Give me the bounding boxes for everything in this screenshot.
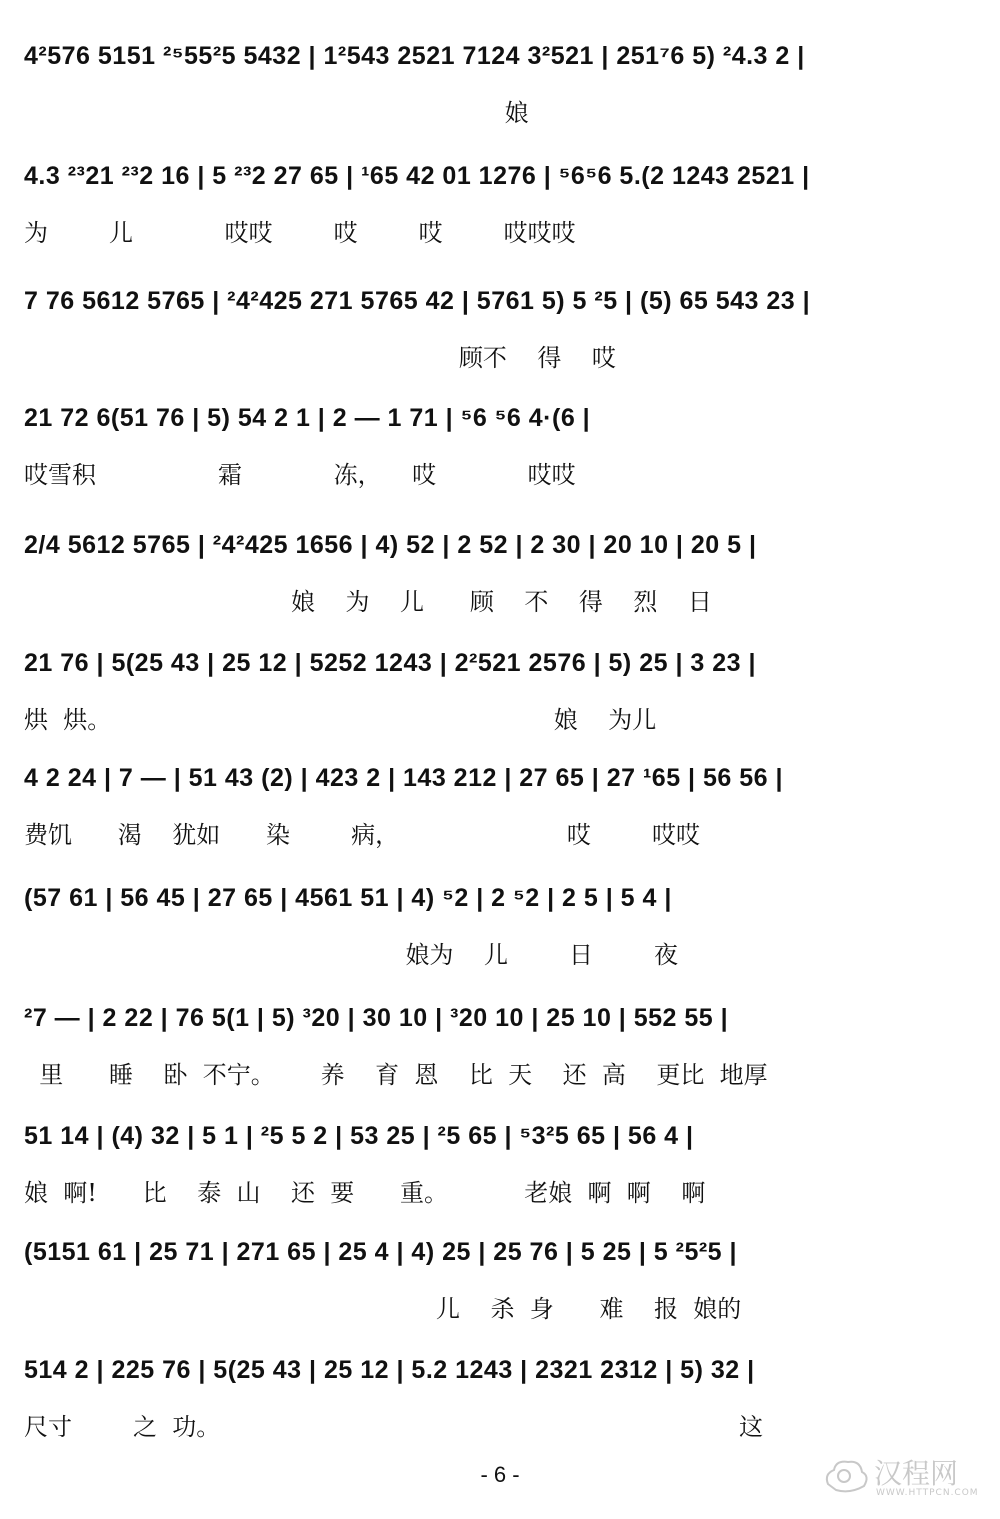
cloud-logo-icon (820, 1454, 870, 1500)
lyric-line: 娘 啊! 比 泰 山 还 要 重。 老娘 啊 啊 啊 (24, 1179, 706, 1207)
score-system-11 (0, 1234, 1000, 1349)
lyric-line: 费饥 渴 犹如 染 病， 哎 哎哎 (24, 821, 700, 849)
lyric-line: 娘 为 儿 顾 不 得 烈 日 (24, 588, 712, 616)
notation-line: ²7 — | 2 22 | 76 5(1 | 5) ³20 | 30 10 | ³20 10 | 25 10 | 552 55 | (24, 1004, 729, 1032)
lyric-line: 烘 烘。 娘 为儿 (24, 706, 657, 734)
lyric-line: 里 睡 卧 不宁。 养 育 恩 比 天 还 高 更比 地厚 (24, 1061, 768, 1089)
lyric-line: 为 儿 哎哎 哎 哎 哎哎哎 (24, 219, 576, 247)
score-system-1 (0, 38, 1000, 153)
lyric-line: 儿 杀 身 难 报 娘的 (24, 1295, 742, 1323)
notation-line: (5151 61 | 25 71 | 271 65 | 25 4 | 4) 25 | 25 76 | 5 25 | 5 ²5²5 | (24, 1238, 738, 1266)
notation-line: 21 76 | 5(25 43 | 25 12 | 5252 1243 | 2²521 2576 | 5) 25 | 3 23 | (24, 649, 756, 677)
watermark-subtext: WWW.HTTPCN.COM (876, 1488, 979, 1498)
notation-line: (57 61 | 56 45 | 27 65 | 4561 51 | 4) ⁵2 | 2 ⁵2 | 2 5 | 5 4 | (24, 884, 672, 912)
watermark-text: 汉程网 (874, 1457, 959, 1490)
score-system-10 (0, 1118, 1000, 1233)
lyric-line: 哎雪积 霜 冻， 哎 哎哎 (24, 461, 576, 489)
watermark (810, 1448, 990, 1508)
score-system-8 (0, 880, 1000, 995)
lyric-line: 娘为 儿 日 夜 (24, 941, 679, 969)
notation-line: 4.3 ²³21 ²³2 16 | 5 ²³2 27 65 | ¹65 42 01 1276 | ⁵6⁵6 5.(2 1243 2521 | (24, 162, 810, 190)
notation-line: 4 2 24 | 7 — | 51 43 (2) | 423 2 | 143 212 | 27 65 | 27 ¹65 | 56 56 | (24, 764, 783, 792)
lyric-line: 顾不 得 哎 (24, 344, 616, 372)
score-system-2 (0, 158, 1000, 273)
lyric-line: 尺寸 之 功。 这 (24, 1413, 764, 1441)
notation-line: 51 14 | (4) 32 | 5 1 | ²5 5 2 | 53 25 | ²5 65 | ⁵3²5 65 | 56 4 | (24, 1122, 694, 1150)
notation-line: 2/4 5612 5765 | ²4²425 1656 | 4) 52 | 2 52 | 2 30 | 20 10 | 20 5 | (24, 531, 757, 559)
notation-line: 7 76 5612 5765 | ²4²425 271 5765 42 | 5761 5) 5 ²5 | (5) 65 543 23 | (24, 287, 811, 315)
lyric-line: 娘 (24, 99, 529, 127)
notation-line: 4²576 5151 ²⁵55²5 5432 | 1²543 2521 7124 3²521 | 251⁷6 5) ²4.3 2 | (24, 42, 805, 70)
score-system-7 (0, 760, 1000, 875)
notation-line: 514 2 | 225 76 | 5(25 43 | 25 12 | 5.2 1243 | 2321 2312 | 5) 32 | (24, 1356, 755, 1384)
score-system-6 (0, 645, 1000, 760)
score-system-4 (0, 400, 1000, 515)
score-system-5 (0, 527, 1000, 642)
notation-line: 21 72 6(51 76 | 5) 54 2 1 | 2 — 1 71 | ⁵6 ⁵6 4·(6 | (24, 404, 591, 432)
page-number: - 6 - (480, 1462, 520, 1487)
score-system-9 (0, 1000, 1000, 1115)
score-system-3 (0, 283, 1000, 398)
